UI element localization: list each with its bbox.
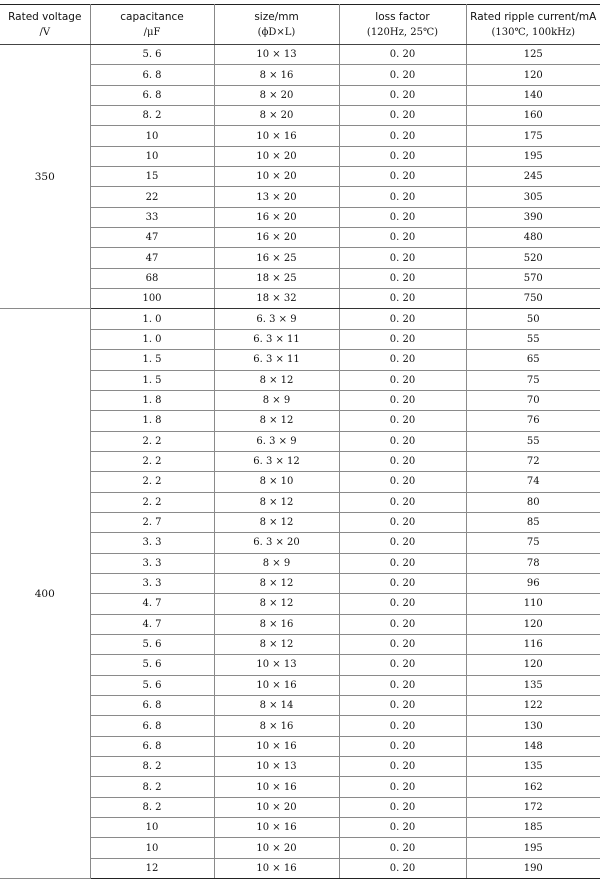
header-unit: (ϕD×L): [257, 26, 296, 38]
table-body: [0, 45, 600, 879]
size-cell: 10 × 13: [214, 45, 339, 65]
ripple-current-cell: 50: [466, 309, 600, 329]
ripple-current-cell: 74: [466, 472, 600, 492]
table-row: [0, 390, 600, 410]
table-row: [0, 594, 600, 614]
rated-voltage-cell: 400: [0, 309, 90, 879]
capacitance-cell: 8. 2: [90, 797, 214, 817]
capacitance-cell: 5. 6: [90, 655, 214, 675]
loss-factor-cell: 0. 20: [339, 634, 466, 654]
loss-factor-cell: 0. 20: [339, 390, 466, 410]
ripple-current-cell: 80: [466, 492, 600, 512]
header-loss-factor: [339, 5, 466, 45]
header-ripple-current: [466, 5, 600, 45]
table-row: [0, 492, 600, 512]
ripple-current-cell: 120: [466, 655, 600, 675]
header-size: [214, 5, 339, 45]
table-row: [0, 716, 600, 736]
table-row: [0, 350, 600, 370]
loss-factor-cell: 0. 20: [339, 553, 466, 573]
loss-factor-cell: 0. 20: [339, 85, 466, 105]
loss-factor-cell: 0. 20: [339, 533, 466, 553]
header-capacitance: [90, 5, 214, 45]
capacitance-cell: 10: [90, 146, 214, 166]
ripple-current-cell: 160: [466, 106, 600, 126]
size-cell: 16 × 20: [214, 228, 339, 248]
ripple-current-cell: 520: [466, 248, 600, 268]
capacitance-cell: 1. 5: [90, 370, 214, 390]
table-row: [0, 451, 600, 471]
capacitance-cell: 10: [90, 126, 214, 146]
header-label: Rated ripple current/mA: [470, 10, 597, 23]
ripple-current-cell: 110: [466, 594, 600, 614]
ripple-current-cell: 76: [466, 411, 600, 431]
loss-factor-cell: 0. 20: [339, 573, 466, 593]
loss-factor-cell: 0. 20: [339, 594, 466, 614]
capacitance-cell: 6. 8: [90, 696, 214, 716]
size-cell: 8 × 12: [214, 594, 339, 614]
table-row: [0, 757, 600, 777]
capacitance-cell: 2. 2: [90, 451, 214, 471]
table-row: [0, 146, 600, 166]
size-cell: 10 × 16: [214, 736, 339, 756]
table-row: [0, 696, 600, 716]
table-row: [0, 655, 600, 675]
ripple-current-cell: 96: [466, 573, 600, 593]
table-row: [0, 838, 600, 858]
loss-factor-cell: 0. 20: [339, 106, 466, 126]
capacitance-cell: 3. 3: [90, 533, 214, 553]
table-row: [0, 675, 600, 695]
loss-factor-cell: 0. 20: [339, 675, 466, 695]
loss-factor-cell: 0. 20: [339, 228, 466, 248]
size-cell: 16 × 20: [214, 207, 339, 227]
capacitor-spec-table: [0, 4, 600, 879]
header-unit: /V: [39, 26, 51, 38]
loss-factor-cell: 0. 20: [339, 696, 466, 716]
ripple-current-cell: 120: [466, 65, 600, 85]
size-cell: 6. 3 × 20: [214, 533, 339, 553]
ripple-current-cell: 162: [466, 777, 600, 797]
loss-factor-cell: 0. 20: [339, 248, 466, 268]
table-row: [0, 370, 600, 390]
ripple-current-cell: 750: [466, 289, 600, 309]
size-cell: 8 × 9: [214, 553, 339, 573]
capacitance-cell: 8. 2: [90, 777, 214, 797]
capacitance-cell: 2. 2: [90, 492, 214, 512]
capacitance-cell: 8. 2: [90, 757, 214, 777]
loss-factor-cell: 0. 20: [339, 45, 466, 65]
loss-factor-cell: 0. 20: [339, 329, 466, 349]
capacitance-cell: 6. 8: [90, 85, 214, 105]
ripple-current-cell: 55: [466, 329, 600, 349]
ripple-current-cell: 245: [466, 167, 600, 187]
loss-factor-cell: 0. 20: [339, 757, 466, 777]
table-row: [0, 472, 600, 492]
table-row: [0, 45, 600, 65]
loss-factor-cell: 0. 20: [339, 411, 466, 431]
ripple-current-cell: 72: [466, 451, 600, 471]
loss-factor-cell: 0. 20: [339, 512, 466, 532]
table-row: [0, 65, 600, 85]
capacitance-cell: 68: [90, 268, 214, 288]
table-row: [0, 736, 600, 756]
size-cell: 10 × 20: [214, 838, 339, 858]
header-label: loss factor: [375, 10, 430, 23]
capacitance-cell: 10: [90, 818, 214, 838]
table-row: [0, 431, 600, 451]
capacitance-cell: 33: [90, 207, 214, 227]
ripple-current-cell: 130: [466, 716, 600, 736]
capacitance-cell: 100: [90, 289, 214, 309]
ripple-current-cell: 185: [466, 818, 600, 838]
loss-factor-cell: 0. 20: [339, 167, 466, 187]
capacitance-cell: 22: [90, 187, 214, 207]
loss-factor-cell: 0. 20: [339, 350, 466, 370]
size-cell: 6. 3 × 11: [214, 350, 339, 370]
size-cell: 10 × 16: [214, 126, 339, 146]
header-label: Rated voltage: [8, 10, 82, 23]
ripple-current-cell: 140: [466, 85, 600, 105]
table-row: [0, 187, 600, 207]
loss-factor-cell: 0. 20: [339, 614, 466, 634]
capacitance-cell: 2. 2: [90, 431, 214, 451]
capacitance-cell: 5. 6: [90, 634, 214, 654]
table-row: [0, 411, 600, 431]
loss-factor-cell: 0. 20: [339, 370, 466, 390]
capacitance-cell: 1. 8: [90, 411, 214, 431]
ripple-current-cell: 122: [466, 696, 600, 716]
capacitance-cell: 2. 7: [90, 512, 214, 532]
table-row: [0, 167, 600, 187]
capacitance-cell: 1. 8: [90, 390, 214, 410]
size-cell: 10 × 16: [214, 675, 339, 695]
capacitance-cell: 47: [90, 228, 214, 248]
ripple-current-cell: 75: [466, 533, 600, 553]
table-row: [0, 777, 600, 797]
table-row: [0, 207, 600, 227]
capacitance-cell: 3. 3: [90, 553, 214, 573]
loss-factor-cell: 0. 20: [339, 492, 466, 512]
size-cell: 6. 3 × 12: [214, 451, 339, 471]
size-cell: 8 × 14: [214, 696, 339, 716]
table-row: [0, 309, 600, 329]
size-cell: 6. 3 × 9: [214, 309, 339, 329]
rated-voltage-cell: 350: [0, 45, 90, 309]
size-cell: 10 × 16: [214, 818, 339, 838]
ripple-current-cell: 175: [466, 126, 600, 146]
loss-factor-cell: 0. 20: [339, 309, 466, 329]
table-row: [0, 248, 600, 268]
loss-factor-cell: 0. 20: [339, 818, 466, 838]
size-cell: 10 × 20: [214, 797, 339, 817]
size-cell: 13 × 20: [214, 187, 339, 207]
capacitance-cell: 15: [90, 167, 214, 187]
capacitance-cell: 3. 3: [90, 573, 214, 593]
header-row: [0, 5, 600, 45]
size-cell: 8 × 20: [214, 85, 339, 105]
loss-factor-cell: 0. 20: [339, 655, 466, 675]
loss-factor-cell: 0. 20: [339, 126, 466, 146]
size-cell: 8 × 12: [214, 370, 339, 390]
loss-factor-cell: 0. 20: [339, 736, 466, 756]
loss-factor-cell: 0. 20: [339, 268, 466, 288]
ripple-current-cell: 570: [466, 268, 600, 288]
table-row: [0, 573, 600, 593]
capacitance-cell: 1. 0: [90, 329, 214, 349]
header-unit: (130℃, 100kHz): [491, 26, 576, 38]
size-cell: 10 × 20: [214, 167, 339, 187]
loss-factor-cell: 0. 20: [339, 716, 466, 736]
ripple-current-cell: 195: [466, 838, 600, 858]
table-row: [0, 858, 600, 878]
ripple-current-cell: 195: [466, 146, 600, 166]
loss-factor-cell: 0. 20: [339, 289, 466, 309]
table-row: [0, 268, 600, 288]
loss-factor-cell: 0. 20: [339, 65, 466, 85]
ripple-current-cell: 70: [466, 390, 600, 410]
header-label: capacitance: [120, 10, 184, 23]
ripple-current-cell: 172: [466, 797, 600, 817]
size-cell: 8 × 10: [214, 472, 339, 492]
capacitance-cell: 6. 8: [90, 716, 214, 736]
table-row: [0, 106, 600, 126]
capacitance-cell: 6. 8: [90, 736, 214, 756]
ripple-current-cell: 135: [466, 675, 600, 695]
ripple-current-cell: 78: [466, 553, 600, 573]
ripple-current-cell: 55: [466, 431, 600, 451]
table-row: [0, 797, 600, 817]
size-cell: 6. 3 × 9: [214, 431, 339, 451]
size-cell: 10 × 20: [214, 146, 339, 166]
loss-factor-cell: 0. 20: [339, 207, 466, 227]
header-label: size/mm: [254, 10, 299, 23]
table-row: [0, 533, 600, 553]
size-cell: 8 × 12: [214, 573, 339, 593]
loss-factor-cell: 0. 20: [339, 451, 466, 471]
capacitance-cell: 4. 7: [90, 614, 214, 634]
table-row: [0, 85, 600, 105]
size-cell: 10 × 16: [214, 858, 339, 878]
capacitance-cell: 8. 2: [90, 106, 214, 126]
table-row: [0, 289, 600, 309]
loss-factor-cell: 0. 20: [339, 187, 466, 207]
size-cell: 10 × 13: [214, 655, 339, 675]
size-cell: 18 × 32: [214, 289, 339, 309]
capacitance-cell: 6. 8: [90, 65, 214, 85]
ripple-current-cell: 120: [466, 614, 600, 634]
size-cell: 8 × 12: [214, 411, 339, 431]
size-cell: 8 × 12: [214, 492, 339, 512]
capacitance-cell: 47: [90, 248, 214, 268]
capacitance-cell: 5. 6: [90, 45, 214, 65]
table-row: [0, 614, 600, 634]
ripple-current-cell: 125: [466, 45, 600, 65]
capacitance-cell: 2. 2: [90, 472, 214, 492]
size-cell: 8 × 16: [214, 65, 339, 85]
ripple-current-cell: 480: [466, 228, 600, 248]
ripple-current-cell: 116: [466, 634, 600, 654]
size-cell: 16 × 25: [214, 248, 339, 268]
size-cell: 8 × 12: [214, 512, 339, 532]
size-cell: 8 × 9: [214, 390, 339, 410]
ripple-current-cell: 305: [466, 187, 600, 207]
loss-factor-cell: 0. 20: [339, 797, 466, 817]
size-cell: 10 × 13: [214, 757, 339, 777]
table-row: [0, 126, 600, 146]
table-row: [0, 818, 600, 838]
header-rated-voltage: [0, 5, 90, 45]
capacitance-cell: 1. 0: [90, 309, 214, 329]
loss-factor-cell: 0. 20: [339, 838, 466, 858]
ripple-current-cell: 390: [466, 207, 600, 227]
table-row: [0, 553, 600, 573]
size-cell: 8 × 12: [214, 634, 339, 654]
header-unit: /μF: [143, 26, 161, 38]
loss-factor-cell: 0. 20: [339, 858, 466, 878]
loss-factor-cell: 0. 20: [339, 777, 466, 797]
capacitance-cell: 1. 5: [90, 350, 214, 370]
loss-factor-cell: 0. 20: [339, 472, 466, 492]
capacitance-cell: 4. 7: [90, 594, 214, 614]
size-cell: 10 × 16: [214, 777, 339, 797]
ripple-current-cell: 75: [466, 370, 600, 390]
size-cell: 8 × 16: [214, 716, 339, 736]
table-row: [0, 329, 600, 349]
ripple-current-cell: 148: [466, 736, 600, 756]
size-cell: 18 × 25: [214, 268, 339, 288]
ripple-current-cell: 135: [466, 757, 600, 777]
size-cell: 6. 3 × 11: [214, 329, 339, 349]
header-unit: (120Hz, 25℃): [366, 26, 439, 38]
capacitance-cell: 12: [90, 858, 214, 878]
table-row: [0, 512, 600, 532]
loss-factor-cell: 0. 20: [339, 431, 466, 451]
size-cell: 8 × 16: [214, 614, 339, 634]
ripple-current-cell: 85: [466, 512, 600, 532]
table-row: [0, 228, 600, 248]
ripple-current-cell: 65: [466, 350, 600, 370]
capacitance-cell: 10: [90, 838, 214, 858]
size-cell: 8 × 20: [214, 106, 339, 126]
table-row: [0, 634, 600, 654]
loss-factor-cell: 0. 20: [339, 146, 466, 166]
capacitance-cell: 5. 6: [90, 675, 214, 695]
ripple-current-cell: 190: [466, 858, 600, 878]
